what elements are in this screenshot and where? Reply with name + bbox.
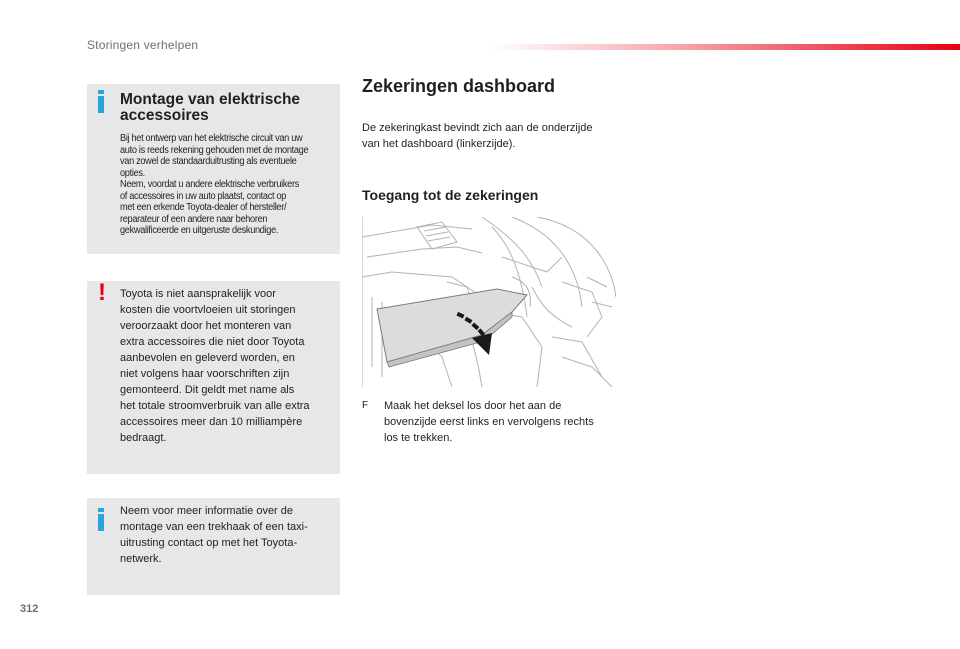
info-icon	[98, 508, 104, 531]
section-intro: De zekeringkast bevindt zich aan de onderzijde van het dashboard (linkerzijde).	[362, 122, 593, 150]
warning-icon: !	[98, 279, 106, 306]
warning-box-body: Toyota is niet aansprakelijk voor kosten die voortvloeien uit storingen veroorzaakt door het monteren van extra accessoires die niet door Toyota aanbevolen en geleverd worden, en niet volgens haar voorschriften zijn gemonteerd. Dit geldt met name als het totale stroomverbruik van alle extra accessoires meer dan 10 milliampère bedraagt.	[120, 288, 310, 444]
dashboard-fuse-cover-illustration	[362, 217, 616, 387]
info-icon	[98, 90, 104, 113]
info-box-title: Montage van elektrische accessoires	[120, 91, 301, 124]
info-box-body: Neem voor meer informatie over de montage van een trekhaak of een taxi- uitrusting contact op met het Toyota- netwerk.	[120, 505, 308, 565]
step-item	[362, 398, 620, 446]
step-text: Maak het deksel los door het aan de bovenzijde eerst links en vervolgens rechts los te trekken.	[384, 400, 594, 444]
header-title: Storingen verhelpen	[87, 38, 199, 52]
header-accent-bar	[490, 44, 960, 50]
info-box-electrical-accessories	[87, 84, 340, 254]
info-box-body: Bij het ontwerp van het elektrische circuit van uw auto is reeds rekening gehouden met de montage van zowel de standaarduitrusting als eventuele opties. Neem, voordat u andere elektrische verbruikers of accessoires in uw auto plaatst, contact op met een erkende Toyota-dealer of hersteller/ reparateur of een andere naar behoren gekwalificeerde en uitgeruste deskundige.	[120, 133, 309, 236]
warning-box	[87, 281, 340, 474]
section-subheading: Toegang tot de zekeringen	[362, 187, 539, 203]
section-heading: Zekeringen dashboard	[362, 76, 556, 96]
step-marker-icon: F	[362, 400, 369, 411]
info-box-towbar	[87, 498, 340, 595]
page-number: 312	[20, 603, 39, 615]
